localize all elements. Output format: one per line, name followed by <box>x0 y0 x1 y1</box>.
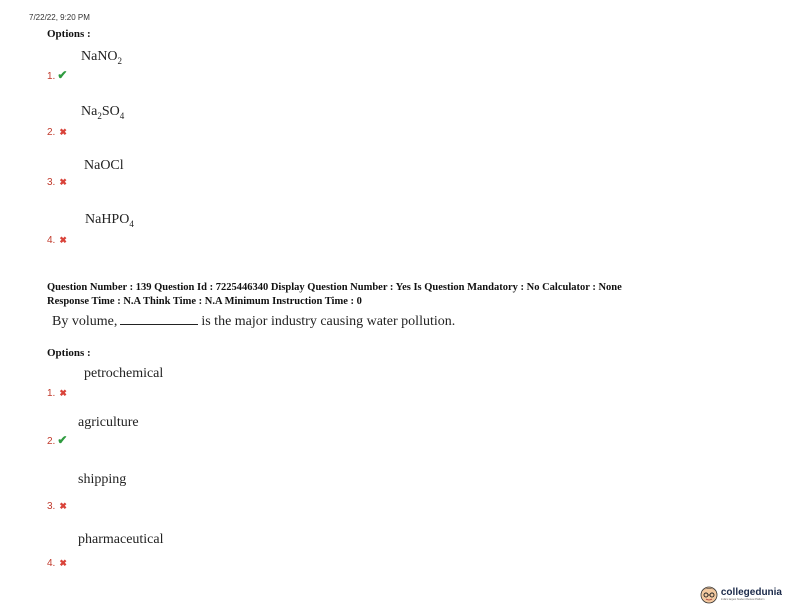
question-meta <box>47 281 622 309</box>
check-icon: ✔ <box>57 433 68 447</box>
question-text: By volume, is the major industry causing water pollution. <box>52 314 456 329</box>
options-label: Options : <box>47 347 91 359</box>
question-meta-line-1: Question Number : 139 Question Id : 7225446340 Display Question Number : Yes Is Question Mandatory : No Calculator : None <box>47 282 622 293</box>
option-2-marker[interactable] <box>47 122 67 140</box>
answer-blank <box>120 313 198 325</box>
option-number: 3. <box>47 501 56 512</box>
option-number: 4. <box>47 235 56 246</box>
timestamp: 7/22/22, 9:20 PM <box>29 13 90 22</box>
option-2-text: agriculture <box>78 415 139 430</box>
option-number: 2. <box>47 127 56 138</box>
option-3-marker[interactable] <box>47 496 67 514</box>
cross-icon: ✖ <box>59 127 67 137</box>
question-meta-line-2: Response Time : N.A Think Time : N.A Minimum Instruction Time : 0 <box>47 296 362 307</box>
cross-icon: ✖ <box>59 177 67 187</box>
student-avatar-icon <box>699 584 719 604</box>
cross-icon: ✖ <box>59 501 67 511</box>
option-2-text: $Na_2SO_4$ <box>81 104 125 121</box>
check-icon: ✔ <box>57 68 68 82</box>
collegedunia-logo[interactable] <box>699 584 782 604</box>
option-4-text: pharmaceutical <box>78 532 164 547</box>
option-1-text: NaNO$_2$ <box>81 49 123 66</box>
option-1-marker[interactable] <box>47 66 67 84</box>
option-3-text: shipping <box>78 472 127 487</box>
cross-icon: ✖ <box>59 558 67 568</box>
option-4-marker[interactable] <box>47 230 67 248</box>
option-number: 3. <box>47 177 56 188</box>
option-number: 2. <box>47 436 56 447</box>
option-1-text: petrochemical <box>84 366 164 381</box>
logo-name: collegedunia <box>720 587 782 598</box>
option-3-marker[interactable] <box>47 172 67 190</box>
cross-icon: ✖ <box>59 388 67 398</box>
option-1-marker[interactable] <box>47 383 67 401</box>
option-4-marker[interactable] <box>47 553 67 571</box>
option-number: 1. <box>47 388 56 399</box>
options-label: Options : <box>47 28 91 40</box>
option-number: 4. <box>47 558 56 569</box>
logo-tagline: India's largest Student Review Platform <box>720 598 765 601</box>
option-2-marker[interactable] <box>47 431 67 449</box>
option-number: 1. <box>47 71 56 82</box>
option-3-text: NaOCl <box>84 158 124 173</box>
cross-icon: ✖ <box>59 235 67 245</box>
option-4-text: NaHPO$_4$ <box>85 212 134 229</box>
